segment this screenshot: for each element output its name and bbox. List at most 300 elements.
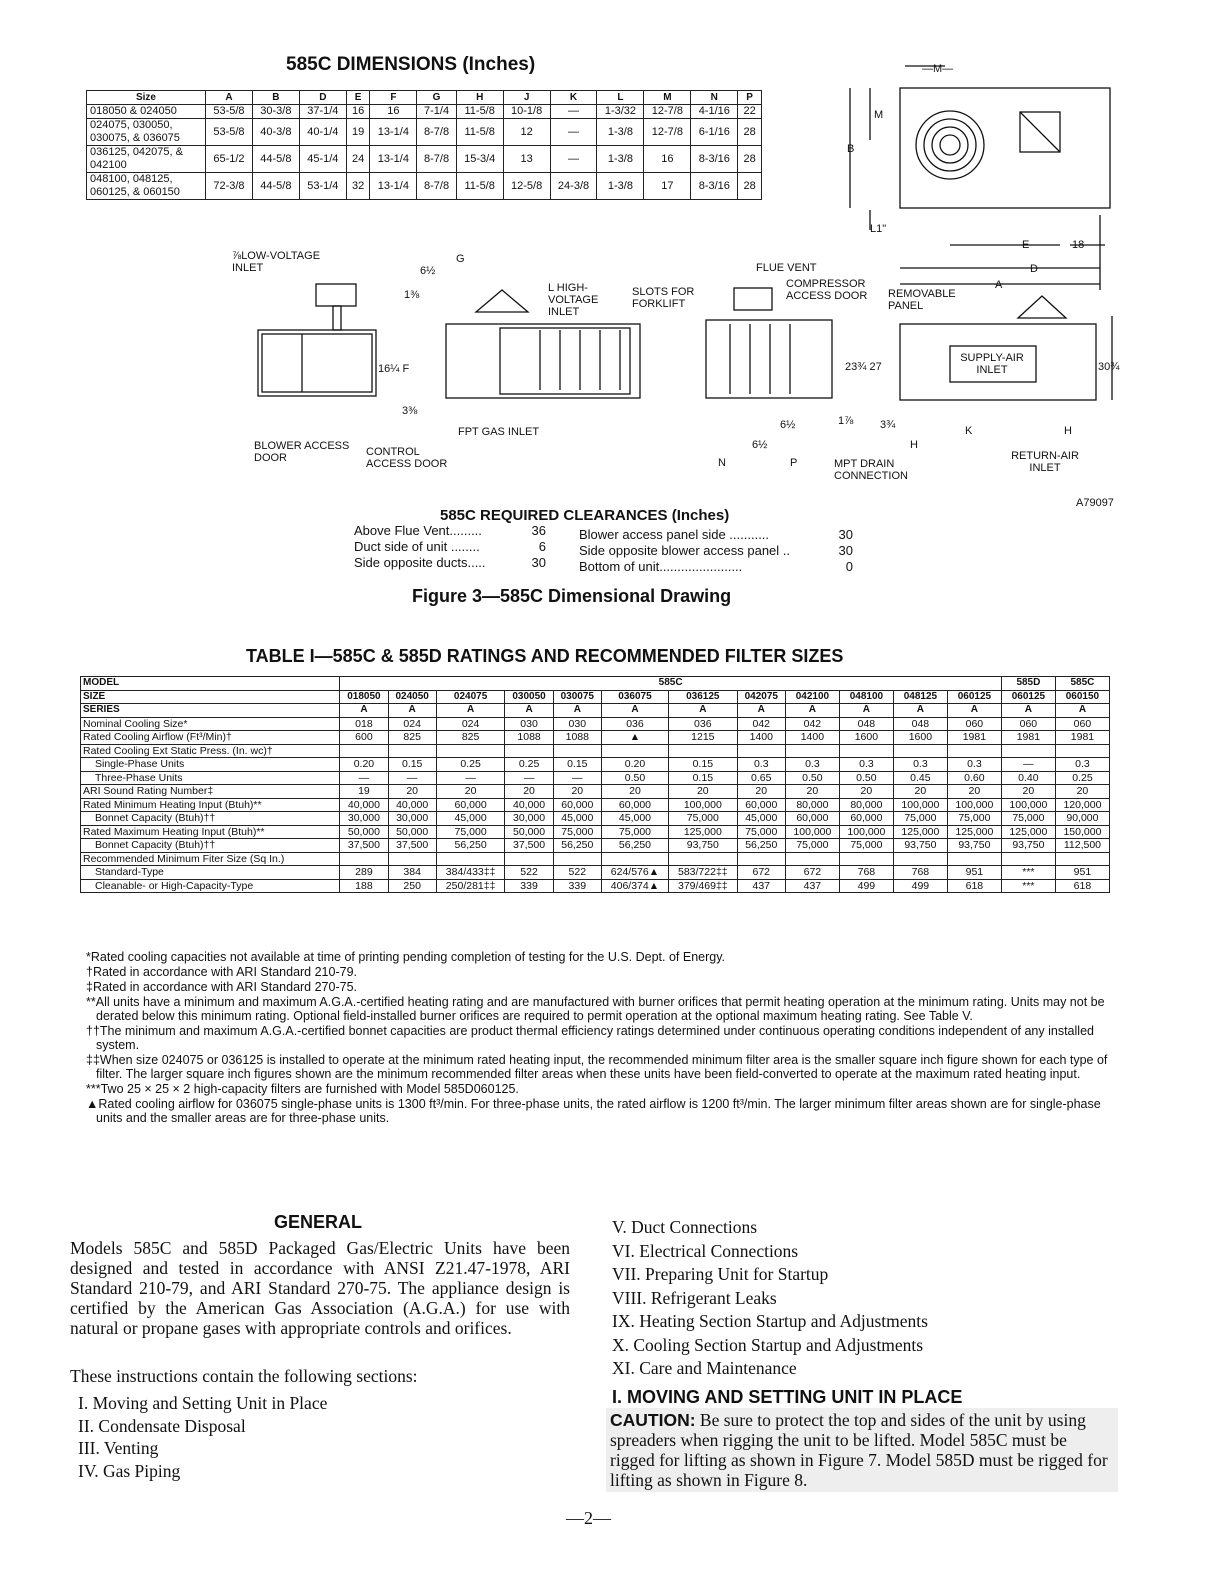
ratings-cell: 60,000 bbox=[601, 798, 668, 812]
ratings-cell: 585D bbox=[1001, 677, 1055, 691]
ratings-cell: 40,000 bbox=[388, 798, 436, 812]
dim-m-label: —M— bbox=[922, 63, 954, 75]
svg-text:3¾: 3¾ bbox=[880, 419, 896, 431]
clearance-label: Above Flue Vent......... bbox=[354, 523, 482, 538]
dim-header-cell: D bbox=[299, 91, 346, 105]
dim-cell: 1-3/8 bbox=[597, 146, 644, 173]
ratings-cell: 100,000 bbox=[668, 798, 737, 812]
ratings-cell: 20 bbox=[1055, 785, 1109, 799]
ratings-cell: A bbox=[436, 704, 505, 718]
ratings-cell: Bonnet Capacity (Btuh)†† bbox=[81, 812, 340, 826]
svg-text:K: K bbox=[965, 425, 973, 437]
ratings-cell: A bbox=[947, 704, 1001, 718]
ratings-cell bbox=[505, 744, 553, 758]
ratings-cell: 1088 bbox=[505, 731, 553, 745]
ratings-cell: 036 bbox=[668, 717, 737, 731]
ratings-cell: 20 bbox=[553, 785, 601, 799]
ratings-cell: Nominal Cooling Size* bbox=[81, 717, 340, 731]
footnote: ***Two 25 × 25 × 2 high-capacity filters are furnished with Model 585D060125. bbox=[86, 1082, 519, 1096]
clearance-value: 0 bbox=[845, 559, 853, 574]
ratings-cell: Three-Phase Units bbox=[81, 771, 340, 785]
ratings-cell: 060 bbox=[947, 717, 1001, 731]
ratings-cell: 37,500 bbox=[505, 839, 553, 853]
caution-text: Be sure to protect the top and sides of the unit by using spreaders when rigging the unit to be lifted. Model 585C must be rigged for lifting as shown in Figure 7. Model 585D must be rigged for lifting as shown in Figure 8. bbox=[610, 1410, 1108, 1490]
ratings-cell: 600 bbox=[340, 731, 388, 745]
ratings-cell: Bonnet Capacity (Btuh)†† bbox=[81, 839, 340, 853]
dim-header-cell: B bbox=[252, 91, 299, 105]
ratings-cell: Recommended Minimum Fiter Size (Sq In.) bbox=[81, 852, 340, 866]
removable-panel-label: REMOVABLE PANEL bbox=[888, 288, 956, 312]
ratings-cell: Rated Cooling Airflow (Ft³/Min)† bbox=[81, 731, 340, 745]
ratings-row bbox=[81, 798, 1110, 812]
dim-cell: 024075, 030050, 030075, & 036075 bbox=[87, 119, 206, 146]
ratings-cell: A bbox=[668, 704, 737, 718]
ratings-cell: 0.3 bbox=[1055, 758, 1109, 772]
fpt-label: FPT GAS INLET bbox=[458, 426, 540, 438]
section-list-right bbox=[612, 1216, 928, 1381]
dim-cell: 11-5/8 bbox=[456, 119, 503, 146]
ratings-cell: 20 bbox=[436, 785, 505, 799]
ratings-cell: 60,000 bbox=[436, 798, 505, 812]
ratings-cell bbox=[436, 852, 505, 866]
ratings-cell: 048100 bbox=[839, 690, 893, 704]
svg-text:A: A bbox=[995, 279, 1003, 291]
dim-cell: — bbox=[550, 119, 597, 146]
ratings-cell: 75,000 bbox=[668, 812, 737, 826]
clearances-left bbox=[354, 523, 546, 571]
ratings-cell: — bbox=[1001, 758, 1055, 772]
svg-text:L1": L1" bbox=[870, 223, 887, 235]
ratings-cell bbox=[553, 744, 601, 758]
section-list-item: I. Moving and Setting Unit in Place bbox=[78, 1393, 328, 1413]
section-list-item: III. Venting bbox=[78, 1438, 159, 1458]
ratings-cell: 1981 bbox=[947, 731, 1001, 745]
dim-header-cell: Size bbox=[87, 91, 206, 105]
dim-cell: 24 bbox=[346, 146, 370, 173]
supply-air-label: SUPPLY-AIR INLET bbox=[960, 352, 1024, 376]
ratings-cell: 437 bbox=[785, 879, 839, 893]
dim-header-cell: J bbox=[503, 91, 550, 105]
clearance-row bbox=[579, 527, 853, 543]
ratings-cell: 90,000 bbox=[1055, 812, 1109, 826]
ratings-cell: 406/374▲ bbox=[601, 879, 668, 893]
section-list-left bbox=[78, 1392, 327, 1482]
dim-header-cell: N bbox=[691, 91, 738, 105]
dim-cell: 16 bbox=[370, 105, 417, 119]
flue-vent-label: FLUE VENT bbox=[756, 262, 817, 274]
dim-header-cell: F bbox=[370, 91, 417, 105]
clearance-label: Side opposite blower access panel .. bbox=[579, 543, 791, 558]
ratings-cell: 030075 bbox=[553, 690, 601, 704]
svg-text:1⅞: 1⅞ bbox=[838, 415, 854, 427]
ratings-cell: — bbox=[553, 771, 601, 785]
ratings-cell: 1400 bbox=[785, 731, 839, 745]
dim-cell: 44-5/8 bbox=[252, 146, 299, 173]
svg-text:D: D bbox=[1030, 263, 1038, 275]
dim-header-cell: M bbox=[644, 91, 691, 105]
svg-text:E: E bbox=[1022, 239, 1030, 251]
clearance-value: 36 bbox=[531, 523, 546, 538]
high-voltage-label: L HIGH-VOLTAGE INLET bbox=[548, 282, 599, 318]
dim-header-cell: H bbox=[456, 91, 503, 105]
dim-cell: 30-3/8 bbox=[252, 105, 299, 119]
ratings-cell: 20 bbox=[839, 785, 893, 799]
dim-cell: 8-3/16 bbox=[691, 173, 738, 200]
dim-cell: 24-3/8 bbox=[550, 173, 597, 200]
ratings-cell: 1981 bbox=[1001, 731, 1055, 745]
dim-cell: 8-7/8 bbox=[417, 146, 456, 173]
svg-text:M: M bbox=[874, 109, 884, 121]
clearance-row bbox=[354, 555, 546, 571]
svg-text:B: B bbox=[847, 143, 855, 155]
svg-text:23¾ 27: 23¾ 27 bbox=[845, 361, 882, 373]
dim-cell: 12-7/8 bbox=[644, 105, 691, 119]
clearance-row bbox=[354, 539, 546, 555]
ratings-cell: 100,000 bbox=[947, 798, 1001, 812]
ratings-cell: 75,000 bbox=[893, 812, 947, 826]
svg-text:P: P bbox=[790, 457, 798, 469]
ratings-cell: 80,000 bbox=[785, 798, 839, 812]
dim-cell: 8-7/8 bbox=[417, 119, 456, 146]
ratings-cell: 20 bbox=[893, 785, 947, 799]
ratings-cell: 0.3 bbox=[839, 758, 893, 772]
ratings-cell bbox=[947, 852, 1001, 866]
ratings-cell bbox=[553, 852, 601, 866]
ratings-cell: 0.15 bbox=[668, 771, 737, 785]
ratings-cell: 93,750 bbox=[893, 839, 947, 853]
ratings-cell: 20 bbox=[388, 785, 436, 799]
return-air-label: RETURN-AIR INLET bbox=[1011, 450, 1079, 474]
ratings-cell: 20 bbox=[737, 785, 785, 799]
ratings-cell: 75,000 bbox=[785, 839, 839, 853]
ratings-cell: 1400 bbox=[737, 731, 785, 745]
clearance-label: Bottom of unit....................... bbox=[579, 559, 743, 574]
ratings-cell: 437 bbox=[737, 879, 785, 893]
dim-cell: 12 bbox=[503, 119, 550, 146]
ratings-cell: 60,000 bbox=[553, 798, 601, 812]
ratings-cell: 060 bbox=[1055, 717, 1109, 731]
dim-cell: 28 bbox=[738, 146, 762, 173]
ratings-cell: 20 bbox=[947, 785, 1001, 799]
ratings-cell: 030 bbox=[553, 717, 601, 731]
ratings-cell: 036 bbox=[601, 717, 668, 731]
figure-caption: Figure 3—585C Dimensional Drawing bbox=[412, 586, 732, 606]
clearance-value: 6 bbox=[538, 539, 546, 554]
ratings-cell: 060 bbox=[1001, 717, 1055, 731]
clearance-label: Side opposite ducts..... bbox=[354, 555, 486, 570]
dim-cell: 44-5/8 bbox=[252, 173, 299, 200]
ratings-cell: 042 bbox=[737, 717, 785, 731]
ratings-cell: 93,750 bbox=[947, 839, 1001, 853]
ratings-cell: 060150 bbox=[1055, 690, 1109, 704]
moving-heading: I. MOVING AND SETTING UNIT IN PLACE bbox=[612, 1387, 963, 1407]
dim-cell: 45-1/4 bbox=[299, 146, 346, 173]
ratings-cell: A bbox=[839, 704, 893, 718]
dim-cell: 1-3/32 bbox=[597, 105, 644, 119]
ratings-cell: 93,750 bbox=[668, 839, 737, 853]
ratings-cell: Cleanable- or High-Capacity-Type bbox=[81, 879, 340, 893]
dim-cell: — bbox=[550, 146, 597, 173]
ratings-cell: 30,000 bbox=[388, 812, 436, 826]
ratings-cell: 0.3 bbox=[893, 758, 947, 772]
ratings-cell bbox=[785, 744, 839, 758]
ratings-cell: 40,000 bbox=[340, 798, 388, 812]
dimensional-drawing bbox=[0, 0, 1224, 520]
section-list-item: II. Condensate Disposal bbox=[78, 1415, 246, 1436]
ratings-row bbox=[81, 717, 1110, 731]
low-voltage-label: ⅞LOW-VOLTAGE INLET bbox=[232, 250, 321, 274]
ratings-cell: A bbox=[1055, 704, 1109, 718]
dim-cell: 53-5/8 bbox=[206, 105, 253, 119]
ratings-cell: 951 bbox=[947, 866, 1001, 880]
ratings-cell: 56,250 bbox=[553, 839, 601, 853]
footnote: ††The minimum and maximum A.G.A.-certified bonnet capacities are product thermal efficiency ratings determined under continuous operating conditions independent of any installed system. bbox=[86, 1024, 1094, 1052]
ratings-cell: 75,000 bbox=[553, 825, 601, 839]
dim-cell: 72-3/8 bbox=[206, 173, 253, 200]
ratings-cell: 0.15 bbox=[668, 758, 737, 772]
ratings-cell: 0.15 bbox=[553, 758, 601, 772]
ratings-cell: MODEL bbox=[81, 677, 340, 691]
ratings-cell: 048 bbox=[893, 717, 947, 731]
ratings-cell: 024 bbox=[436, 717, 505, 731]
ratings-cell: A bbox=[737, 704, 785, 718]
ratings-cell: 0.25 bbox=[436, 758, 505, 772]
dim-cell: 19 bbox=[346, 119, 370, 146]
ratings-cell bbox=[737, 744, 785, 758]
ratings-cell: 50,000 bbox=[505, 825, 553, 839]
dim-cell: 018050 & 024050 bbox=[87, 105, 206, 119]
ratings-cell: 624/576▲ bbox=[601, 866, 668, 880]
ratings-cell: 585C bbox=[1055, 677, 1109, 691]
clearance-value: 30 bbox=[531, 555, 546, 570]
ratings-cell: 120,000 bbox=[1055, 798, 1109, 812]
ratings-cell: 56,250 bbox=[737, 839, 785, 853]
section-list-item: XI. Care and Maintenance bbox=[612, 1358, 797, 1378]
ratings-cell: 522 bbox=[553, 866, 601, 880]
ratings-row bbox=[81, 839, 1110, 853]
ratings-cell: 289 bbox=[340, 866, 388, 880]
fan-circle bbox=[916, 111, 984, 179]
dim-cell: 65-1/2 bbox=[206, 146, 253, 173]
dim-cell: 40-3/8 bbox=[252, 119, 299, 146]
svg-text:H: H bbox=[1064, 425, 1072, 437]
ratings-cell: 20 bbox=[505, 785, 553, 799]
ratings-cell: Rated Maximum Heating Input (Btuh)** bbox=[81, 825, 340, 839]
ratings-cell bbox=[668, 852, 737, 866]
dim-cell: 22 bbox=[738, 105, 762, 119]
ratings-cell: 56,250 bbox=[601, 839, 668, 853]
ratings-cell: 75,000 bbox=[436, 825, 505, 839]
ratings-cell bbox=[839, 852, 893, 866]
dim-cell: 53-5/8 bbox=[206, 119, 253, 146]
ratings-cell: 250/281‡‡ bbox=[436, 879, 505, 893]
ratings-cell bbox=[1001, 744, 1055, 758]
section-list-item: VII. Preparing Unit for Startup bbox=[612, 1264, 829, 1284]
ratings-cell: 0.50 bbox=[785, 771, 839, 785]
ratings-cell: Standard-Type bbox=[81, 866, 340, 880]
ratings-cell: 19 bbox=[340, 785, 388, 799]
ratings-cell: SERIES bbox=[81, 704, 340, 718]
control-label: CONTROL ACCESS DOOR bbox=[366, 446, 448, 470]
dim-cell: 11-5/8 bbox=[456, 173, 503, 200]
ratings-cell: 951 bbox=[1055, 866, 1109, 880]
ratings-cell: 40,000 bbox=[505, 798, 553, 812]
svg-text:H: H bbox=[910, 439, 918, 451]
section-list-item: VIII. Refrigerant Leaks bbox=[612, 1287, 777, 1308]
dim-cell: 17 bbox=[644, 173, 691, 200]
section-list-item: IV. Gas Piping bbox=[78, 1460, 181, 1481]
footnote: **All units have a minimum and maximum A.G.A.-certified heating rating and are manufactured with burner orifices that permit heating operation at the minimum rating. Units may not be derated below this minimum rating. Optional field-installed burner orifices are required to permit operation at the optional maximum heating rating. See Table V. bbox=[86, 995, 1105, 1023]
ratings-cell: 618 bbox=[947, 879, 1001, 893]
svg-text:16¼ F: 16¼ F bbox=[378, 363, 410, 375]
ratings-cell: 499 bbox=[893, 879, 947, 893]
ratings-cell: 75,000 bbox=[947, 812, 1001, 826]
ratings-cell: 100,000 bbox=[1001, 798, 1055, 812]
clearance-label: Duct side of unit ........ bbox=[354, 539, 480, 554]
section-list-item: X. Cooling Section Startup and Adjustments bbox=[612, 1334, 924, 1355]
ratings-cell: 0.65 bbox=[737, 771, 785, 785]
ratings-cell: 100,000 bbox=[839, 825, 893, 839]
ratings-cell: 37,500 bbox=[340, 839, 388, 853]
ratings-cell: 50,000 bbox=[340, 825, 388, 839]
ratings-cell: 499 bbox=[839, 879, 893, 893]
ratings-cell: 20 bbox=[785, 785, 839, 799]
ratings-row bbox=[81, 758, 1110, 772]
ratings-cell: — bbox=[505, 771, 553, 785]
dim-cell: 7-1/4 bbox=[417, 105, 456, 119]
ratings-cell: 0.3 bbox=[737, 758, 785, 772]
dim-cell: 12-7/8 bbox=[644, 119, 691, 146]
ratings-cell: 0.25 bbox=[505, 758, 553, 772]
dim-cell: 53-1/4 bbox=[299, 173, 346, 200]
ratings-cell: Rated Cooling Ext Static Press. (In. wc)† bbox=[81, 744, 340, 758]
ratings-cell: 75,000 bbox=[839, 839, 893, 853]
section-list-item: V. Duct Connections bbox=[612, 1217, 758, 1237]
ratings-cell bbox=[601, 852, 668, 866]
ratings-cell: A bbox=[340, 704, 388, 718]
ratings-cell: 20 bbox=[601, 785, 668, 799]
ratings-row bbox=[81, 879, 1110, 893]
ratings-cell: 339 bbox=[505, 879, 553, 893]
ratings-cell: A bbox=[505, 704, 553, 718]
ratings-cell: 339 bbox=[553, 879, 601, 893]
ratings-cell: 250 bbox=[388, 879, 436, 893]
ratings-cell: 37,500 bbox=[388, 839, 436, 853]
ratings-cell: 60,000 bbox=[785, 812, 839, 826]
dim-cell: 6-1/16 bbox=[691, 119, 738, 146]
dim-cell: 1-3/8 bbox=[597, 119, 644, 146]
ratings-cell: 1600 bbox=[839, 731, 893, 745]
clearances-right bbox=[579, 527, 853, 575]
ratings-cell bbox=[340, 744, 388, 758]
ratings-cell: — bbox=[436, 771, 505, 785]
general-paragraph: Models 585C and 585D Packaged Gas/Electric Units have been designed and tested in accordance with ANSI Z21.47-1978, ARI Standard 210-79, and ARI Standard 270-75. The appliance design is certified by the American Gas Association (A.G.A.) for use with natural or propane gases with appropriate controls and orifices. bbox=[70, 1238, 570, 1338]
ratings-cell: 1600 bbox=[893, 731, 947, 745]
svg-text:6½: 6½ bbox=[420, 265, 436, 277]
footnote: *Rated cooling capacities not available at time of printing pending completion of testing for the U.S. Dept. of Energy. bbox=[86, 950, 726, 964]
ratings-cell: 618 bbox=[1055, 879, 1109, 893]
ratings-cell: — bbox=[388, 771, 436, 785]
ratings-cell: 0.25 bbox=[1055, 771, 1109, 785]
ratings-cell: 036075 bbox=[601, 690, 668, 704]
dim-header-cell: A bbox=[206, 91, 253, 105]
ratings-cell: 379/469‡‡ bbox=[668, 879, 737, 893]
ratings-cell: 0.45 bbox=[893, 771, 947, 785]
ratings-cell: 30,000 bbox=[340, 812, 388, 826]
ratings-cell: 024075 bbox=[436, 690, 505, 704]
ratings-cell bbox=[1055, 744, 1109, 758]
dim-cell: 40-1/4 bbox=[299, 119, 346, 146]
ratings-cell: 100,000 bbox=[785, 825, 839, 839]
ratings-cell: ARI Sound Rating Number‡ bbox=[81, 785, 340, 799]
ratings-cell: 042 bbox=[785, 717, 839, 731]
ratings-cell: *** bbox=[1001, 879, 1055, 893]
ratings-cell: 048125 bbox=[893, 690, 947, 704]
ratings-cell: 1215 bbox=[668, 731, 737, 745]
ratings-cell bbox=[668, 744, 737, 758]
svg-text:6½: 6½ bbox=[780, 419, 796, 431]
ratings-cell: 0.15 bbox=[388, 758, 436, 772]
ratings-cell bbox=[388, 744, 436, 758]
dim-cell: 1-3/8 bbox=[597, 173, 644, 200]
ratings-cell: — bbox=[340, 771, 388, 785]
ratings-cell: 125,000 bbox=[1001, 825, 1055, 839]
svg-text:N: N bbox=[718, 457, 726, 469]
svg-text:6½: 6½ bbox=[752, 439, 768, 451]
svg-text:3⅜: 3⅜ bbox=[402, 405, 418, 417]
blower-label: BLOWER ACCESS DOOR bbox=[254, 440, 350, 464]
ratings-cell: 672 bbox=[737, 866, 785, 880]
ratings-cell: 60,000 bbox=[737, 798, 785, 812]
ratings-cell bbox=[436, 744, 505, 758]
ratings-cell: 042100 bbox=[785, 690, 839, 704]
dim-cell: 13-1/4 bbox=[370, 119, 417, 146]
ratings-cell: 100,000 bbox=[893, 798, 947, 812]
dim-cell: 13 bbox=[503, 146, 550, 173]
ratings-cell: 030050 bbox=[505, 690, 553, 704]
ratings-cell: 30,000 bbox=[505, 812, 553, 826]
dim-cell: 11-5/8 bbox=[456, 105, 503, 119]
ratings-cell: 042075 bbox=[737, 690, 785, 704]
ratings-cell: 60,000 bbox=[839, 812, 893, 826]
ratings-cell: 672 bbox=[785, 866, 839, 880]
footnote: ‡‡When size 024075 or 036125 is installed to operate at the minimum rated heating input, the recommended minimum filter area is the smaller square inch figure shown for each type of filter. The larger square inch figures shown are the minimum recommended filter areas when these units have been field-converted to operate at the maximum rated heating input. bbox=[86, 1053, 1108, 1081]
ratings-cell: 522 bbox=[505, 866, 553, 880]
ratings-cell: A bbox=[1001, 704, 1055, 718]
footnote: ‡Rated in accordance with ARI Standard 270-75. bbox=[86, 980, 358, 994]
ratings-row bbox=[81, 812, 1110, 826]
ratings-cell: A bbox=[601, 704, 668, 718]
clearance-value: 30 bbox=[838, 527, 853, 542]
ratings-cell: 0.50 bbox=[601, 771, 668, 785]
ratings-cell: 188 bbox=[340, 879, 388, 893]
clearances-title: 585C REQUIRED CLEARANCES (Inches) bbox=[440, 507, 730, 524]
ratings-cell: 45,000 bbox=[553, 812, 601, 826]
ratings-cell: 768 bbox=[893, 866, 947, 880]
ratings-cell: A bbox=[388, 704, 436, 718]
ratings-cell bbox=[601, 744, 668, 758]
ratings-cell: 75,000 bbox=[601, 825, 668, 839]
dim-cell: 16 bbox=[644, 146, 691, 173]
dim-cell: 048100, 048125, 060125, & 060150 bbox=[87, 173, 206, 200]
section-list-item: IX. Heating Section Startup and Adjustments bbox=[612, 1311, 928, 1331]
ratings-cell: 825 bbox=[388, 731, 436, 745]
ratings-cell bbox=[340, 852, 388, 866]
footnote: ▲Rated cooling airflow for 036075 single-phase units is 1300 ft³/min. For three-phase units, the rated airflow is 1200 ft³/min. The larger minimum filter areas shown are for single-phase units and the smaller areas are for three-phase units. bbox=[86, 1097, 1101, 1125]
page-number: —2— bbox=[566, 1508, 611, 1528]
ratings-row bbox=[81, 866, 1110, 880]
mpt-label: MPT DRAIN CONNECTION bbox=[834, 458, 908, 482]
